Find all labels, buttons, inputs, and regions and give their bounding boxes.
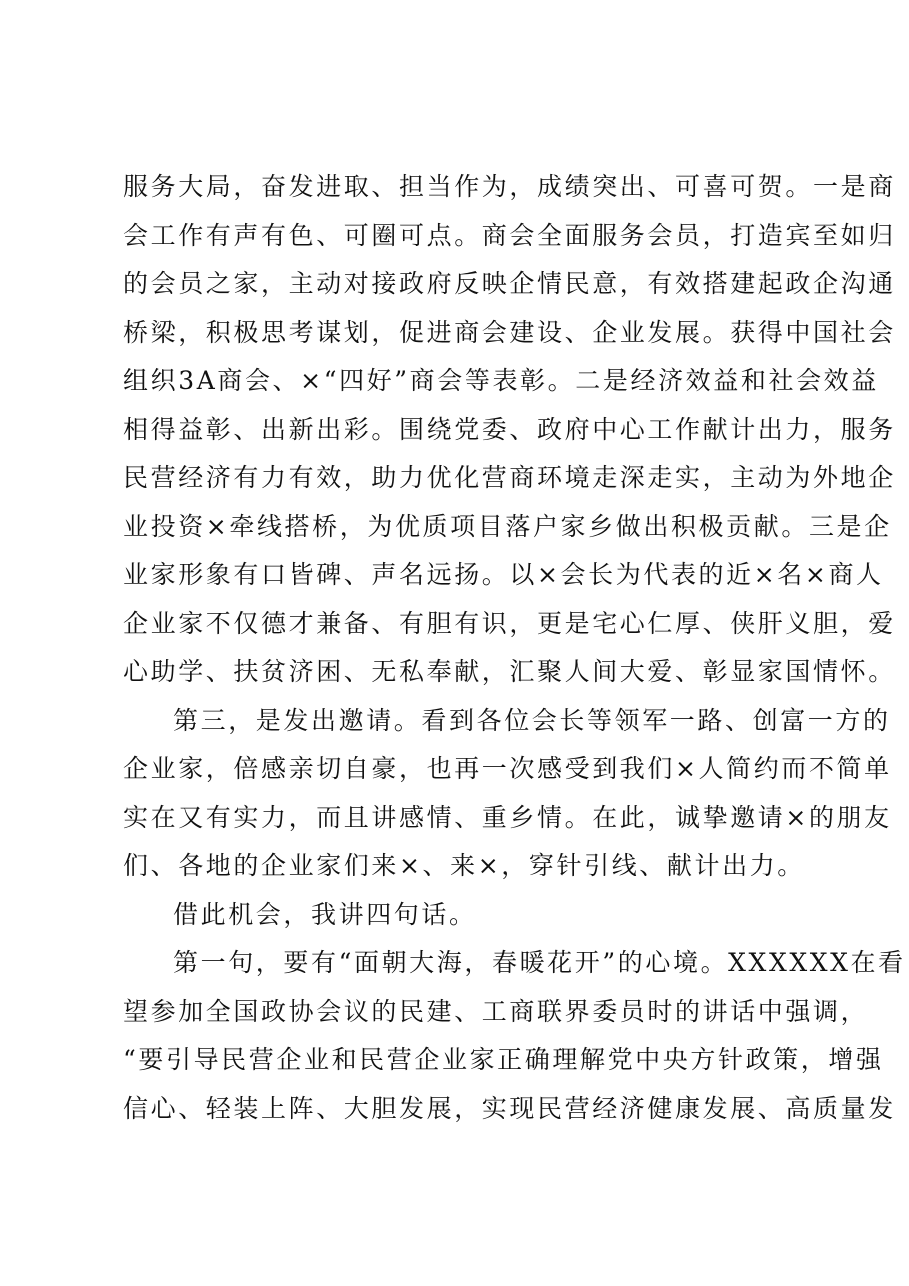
text-line: 相得益彰、出新出彩。围绕党委、政府中心工作献计出力，服务 [123,414,896,444]
text-line: 服务大局，奋发进取、担当作为，成绩突出、可喜可贺。一是商 [123,172,896,201]
text-line: 望参加全国政协会议的民建、工商联界委员时的讲话中强调， [123,996,869,1026]
text-line: 组织3A商会、×“四好”商会等表彰。二是经济效益和社会效益 [123,366,879,395]
text-line: 第一句，要有“面朝大海，春暖花开”的心境。XXXXXX在看 [173,948,906,977]
text-line: 民营经济有力有效，助力优化营商环境走深走实，主动为外地企 [123,463,896,492]
text-line: 业投资×牵线搭桥，为优质项目落户家乡做出积极贡献。三是企 [123,511,892,541]
paragraph-achievements [123,163,896,697]
text-line: 企业家，倍感亲切自豪，也再一次感受到我们×人简约而不简单 [123,754,892,783]
text-line: 心助学、扶贫济困、无私奉献，汇聚人间大爱、彰显家国情怀。 [123,657,896,686]
text-line: 企业家不仅德才兼备、有胆有识，更是宅心仁厚、侠肝义胆，爱 [123,608,896,638]
text-line: 信心、轻装上阵、大胆发展，实现民营经济健康发展、高质量发 [123,1093,896,1123]
text-line: 实在又有实力，而且讲感情、重乡情。在此，诚挚邀请×的朋友 [123,802,892,832]
text-line: 们、各地的企业家们来×、来×，穿针引线、献计出力。 [123,851,805,880]
paragraph-first-point [123,939,906,1133]
text-line: 会工作有声有色、可圈可点。商会全面服务会员，打造宾至如归 [123,220,896,250]
paragraph-four-points-intro [123,891,803,940]
text-line: 借此机会，我讲四句话。 [173,899,477,929]
text-line: 桥梁，积极思考谋划，促进商会建设、企业发展。获得中国社会 [123,317,896,347]
text-line: 业家形象有口皆碑、声名远扬。以×会长为代表的近×名×商人 [123,560,884,589]
text-line: 第三，是发出邀请。看到各位会长等领军一路、创富一方的 [173,705,891,735]
text-line: “要引导民营企业和民营企业家正确理解党中央方针政策，增强 [123,1045,884,1074]
text-line: 的会员之家，主动对接政府反映企情民意，有效搭建起政企沟通 [123,269,896,298]
document-body [123,163,906,1133]
paragraph-invitation [123,697,892,891]
